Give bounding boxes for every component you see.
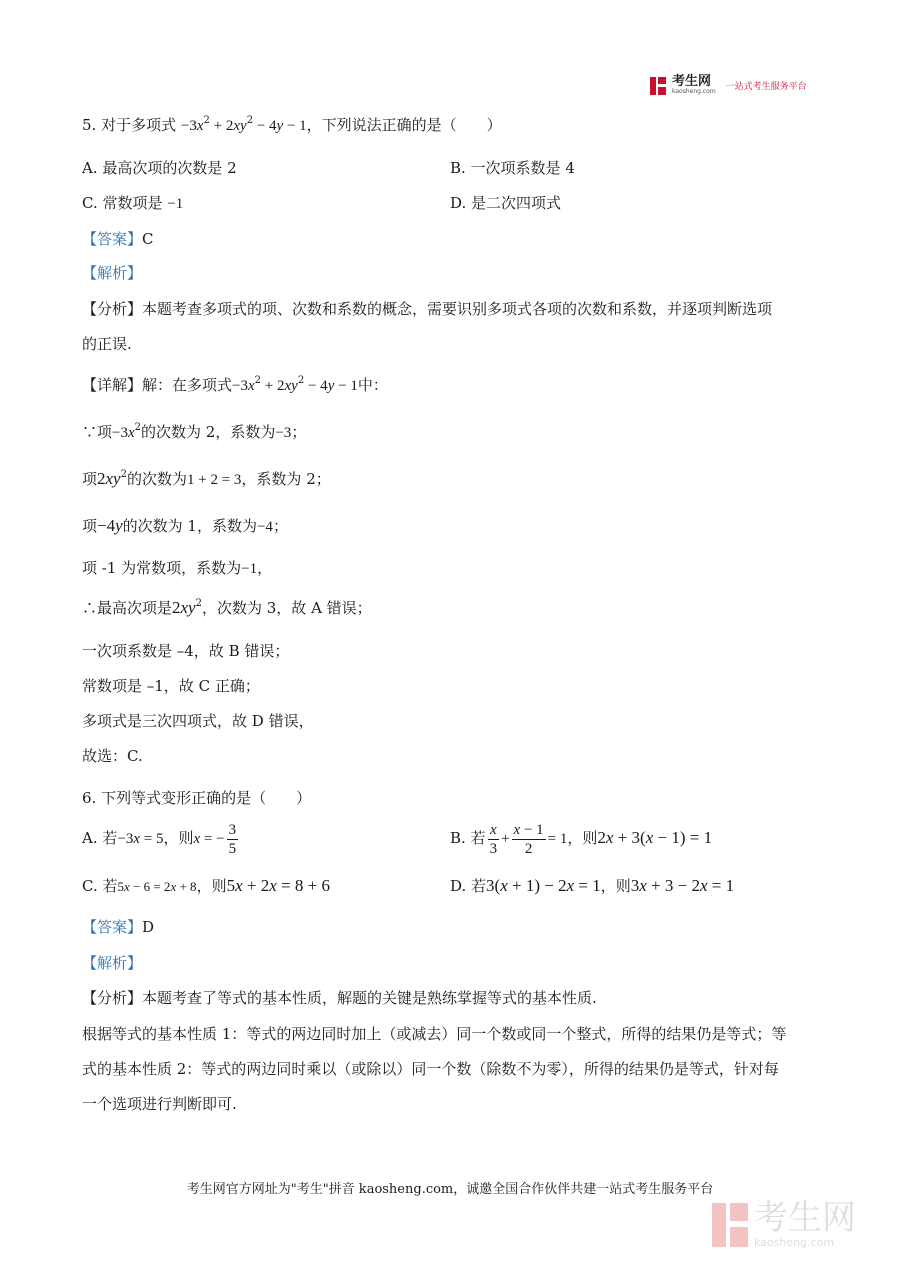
watermark-mark-icon (712, 1203, 748, 1247)
q5-detail-intro: 【详解】解：在多项式$-3x^2 + 2xy^2 - 4y - 1$中： (82, 375, 388, 394)
q6-para-line2: 式的基本性质 2：等式的两边同时乘以（或除以）同一个数（除数不为零），所得的结果仍是等式，针对每 (82, 1060, 779, 1078)
watermark (712, 1200, 856, 1249)
q6-analysis-tag: 【解析】 (82, 954, 143, 972)
q6-para-line3: 一个选项进行判断即可. (82, 1095, 237, 1113)
logo-slogan: 一站式考生服务平台 (725, 82, 807, 92)
watermark-name: 考生网 (754, 1198, 856, 1238)
q6-para-line1: 根据等式的基本性质 1：等式的两边同时加上（或减去）同一个数或同一个整式，所得的结果仍是等式；等 (82, 1025, 787, 1043)
q5-step-1: ∵项$-3x^2$的次数为 2，系数为−3； (82, 422, 307, 441)
q5-analysis-tag: 【解析】 (82, 264, 143, 282)
q6-answer: 【答案】D (82, 918, 155, 936)
q5-fenxi-line2: 的正误. (82, 335, 132, 353)
q5-option-d: D. 是二次四项式 (450, 194, 562, 212)
q5-stem: 5. 对于多项式 $-3x^2 + 2xy^2 - 4y - 1$，下列说法正确的是（ ） (82, 115, 502, 134)
q5-step-8: 多项式是三次四项式，故 D 错误， (82, 712, 314, 730)
page-footer: 考生网官方网址为"考生"拼音 kaosheng.com，诚邀全国合作伙伴共建一站式考生服务平台 (186, 1182, 714, 1197)
q5-option-b: B. 一次项系数是 4 (450, 159, 575, 177)
logo-domain: kaosheng.com (672, 88, 716, 95)
q6-fenxi: 【分析】本题考查了等式的基本性质，解题的关键是熟练掌握等式的基本性质. (82, 989, 597, 1007)
q5-step-4: 项 -1 为常数项，系数为−1， (82, 559, 273, 577)
q5-step-5: ∴最高次项是$2xy^2$，次数为 3，故 A 错误； (82, 598, 372, 617)
q5-step-2: 项$2xy^2$的次数为1 + 2 = 3，系数为 2； (82, 469, 331, 488)
q6-option-d: D. 若3(x + 1) − 2x = 1，则3x + 3 − 2x = 1 (450, 876, 735, 895)
q5-step-3: 项−4y的次数为 1，系数为−4； (82, 516, 288, 535)
q5-step-7: 常数项是 –1，故 C 正确； (82, 677, 260, 695)
q5-option-c: C. 常数项是 −1 (82, 194, 184, 212)
site-logo (650, 76, 807, 95)
q5-step-6: 一次项系数是 –4，故 B 错误； (82, 642, 290, 660)
q6-option-b: B. 若 $\frac{x}{3}$ + $\frac{x - 1}{2}$ = 1，则2x + 3(x − 1) = 1 (450, 821, 713, 857)
logo-name: 考生网 (672, 74, 712, 89)
q6-option-a: A. 若−3x = 5，则x = − $\frac{3}{5}$ (82, 821, 237, 857)
q5-answer: 【答案】C (82, 230, 154, 248)
logo-mark-icon (650, 77, 666, 95)
watermark-domain: kaosheng.com (754, 1236, 835, 1249)
q6-stem: 6. 下列等式变形正确的是（ ） (82, 789, 312, 807)
q6-option-c: C. 若5x − 6 = 2x + 8，则5x + 2x = 8 + 6 (82, 876, 330, 895)
q5-fenxi-line1: 【分析】本题考查多项式的项、次数和系数的概念，需要识别多项式各项的次数和系数，并逐项判断选项 (82, 300, 773, 318)
q5-step-9: 故选：C. (82, 747, 143, 765)
q5-option-a: A. 最高次项的次数是 2 (82, 159, 237, 177)
